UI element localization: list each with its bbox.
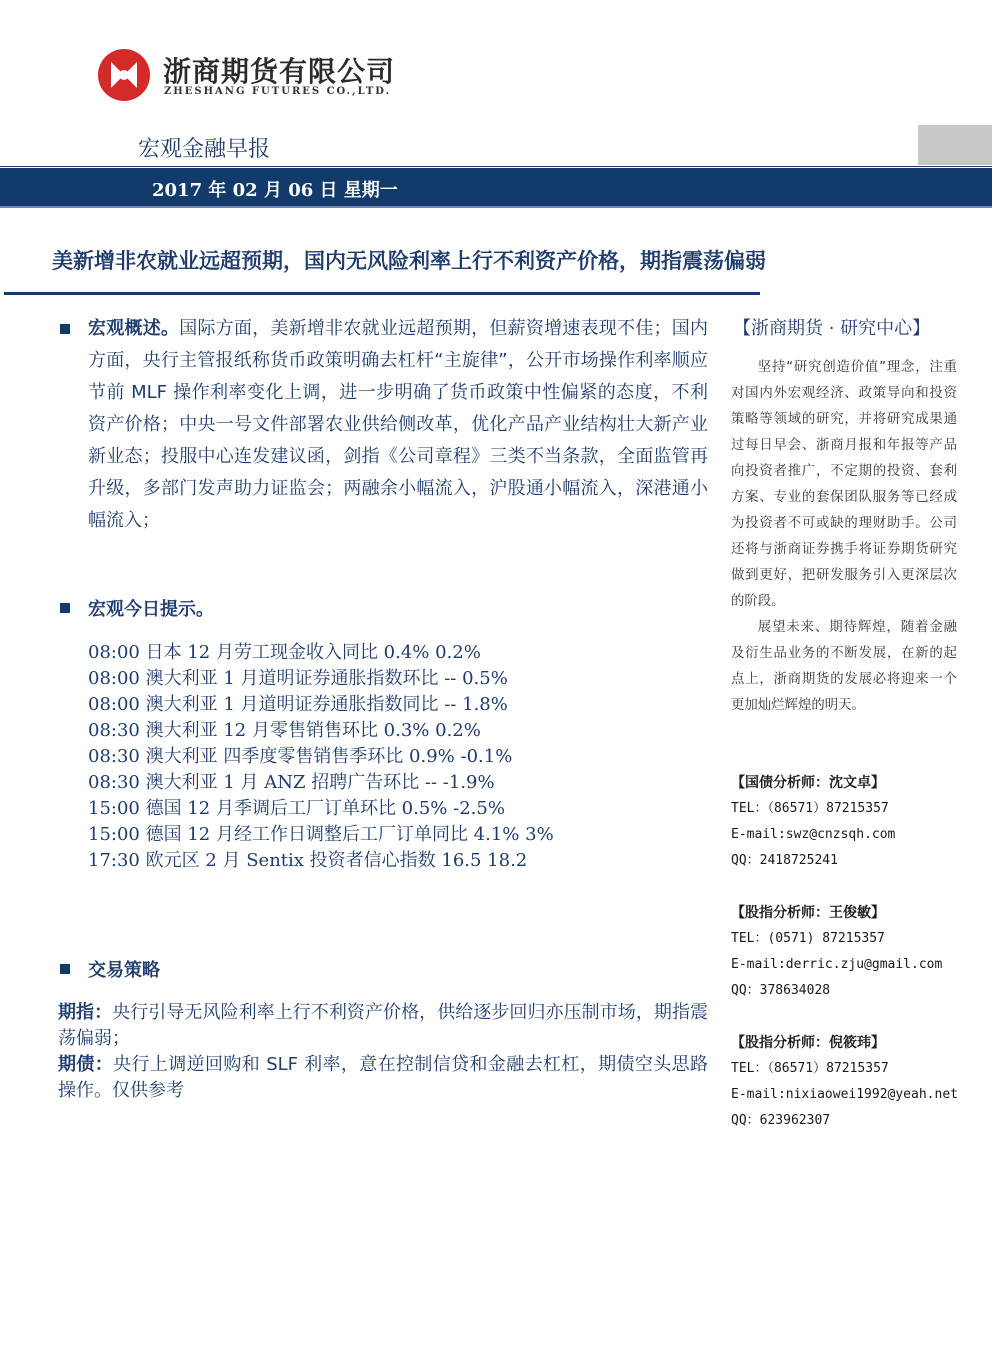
analyst-name: 【股指分析师：王俊敏】	[731, 905, 885, 921]
analyst-qq: QQ：623962307	[731, 1113, 831, 1128]
list-item: 08:00 澳大利亚 1 月道明证券通胀指数环比 -- 0.5%	[88, 668, 508, 689]
strategy-body	[58, 1000, 708, 1104]
analyst-name: 【股指分析师：倪筱玮】	[731, 1035, 885, 1051]
list-item: 08:30 澳大利亚 四季度零售销售季环比 0.9% -0.1%	[88, 746, 513, 767]
analyst-tel: TEL：（86571）87215357	[731, 1061, 889, 1076]
list-item: 15:00 德国 12 月经工作日调整后工厂订单同比 4.1% 3%	[88, 824, 554, 845]
macro-calendar-list	[88, 640, 554, 874]
company-logo-icon	[97, 48, 151, 102]
company-name-en: ZHESHANG FUTURES CO.,LTD.	[164, 86, 392, 97]
analyst-card-index-2	[731, 1030, 971, 1134]
macro-overview-title: 宏观概述。	[88, 318, 180, 339]
bullet-square-icon	[60, 324, 70, 334]
report-date: 2017 年 02 月 06 日 星期一	[152, 180, 398, 201]
analyst-card-bond	[731, 770, 971, 874]
analyst-qq: QQ：2418725241	[731, 853, 838, 868]
list-item: 08:00 澳大利亚 1 月道明证券通胀指数同比 -- 1.8%	[88, 694, 508, 715]
list-item: 17:30 欧元区 2 月 Sentix 投资者信心指数 16.5 18.2	[88, 850, 528, 871]
headline: 美新增非农就业远超预期，国内无风险利率上行不利资产价格，期指震荡偏弱	[52, 249, 766, 273]
sidebar-title: 【浙商期货 · 研究中心】	[733, 318, 931, 339]
headline-rule	[4, 292, 760, 295]
analyst-name: 【国债分析师：沈文卓】	[731, 775, 885, 791]
date-bar-underline	[0, 206, 992, 208]
macro-overview-body: 国际方面，美新增非农就业远超预期，但薪资增速表现不佳；国内方面，央行主管报纸称货币政策明确去杠杆“主旋律”，公开市场操作利率顺应节前 MLF 操作利率变化上调，进一步明确了货币政策中性偏紧的态度，不利资产价格；中央一号文件部署农业供给侧改革，优化产品产业结构壮大新产业新业态；投服中心连发建议函，剑指《公司章程》三类不当条款，全面监管再升级，多部门发声助力证监会；两融余小幅流入，沪股通小幅流入，深港通小幅流入；	[88, 318, 709, 531]
company-name-cn: 浙商期货有限公司	[163, 55, 396, 88]
list-item: 08:30 澳大利亚 1 月 ANZ 招聘广告环比 -- -1.9%	[88, 772, 495, 793]
macro-today-title: 宏观今日提示。	[88, 599, 214, 620]
analyst-email[interactable]: E-mail:derric.zju@gmail.com	[731, 957, 943, 972]
list-item: 15:00 德国 12 月季调后工厂订单环比 0.5% -2.5%	[88, 798, 505, 819]
analyst-email[interactable]: E-mail:swz@cnzsqh.com	[731, 827, 896, 842]
sidebar-intro-paragraph: 展望未来、期待辉煌，随着金融及衍生品业务的不断发展，在新的起点上，浙商期货的发展必将迎来一个更加灿烂辉煌的明天。	[731, 620, 957, 713]
strategy-title: 交易策略	[88, 960, 160, 981]
bullet-square-icon	[60, 603, 70, 613]
analyst-tel: TEL：(0571) 87215357	[731, 931, 885, 946]
list-item: 08:30 澳大利亚 12 月零售销售环比 0.3% 0.2%	[88, 720, 481, 741]
analyst-email[interactable]: E-mail:nixiaowei1992@yeah.net	[731, 1087, 958, 1102]
report-type: 宏观金融早报	[138, 137, 271, 162]
analyst-tel: TEL：（86571）87215357	[731, 801, 889, 816]
analyst-card-index-1	[731, 900, 971, 1004]
sidebar-intro-paragraph: 坚持“研究创造价值”理念，注重对国内外宏观经济、政策导向和投资策略等领域的研究，并将研究成果通过每日早会、浙商月报和年报等产品向投资者推广，不定期的投资、套利方案、专业的套保团队服务等已经成为投资者不可或缺的理财助手。公司还将与浙商证券携手将证券期货研究做到更好，把研发服务引入更深层次的阶段。	[731, 360, 957, 609]
bullet-square-icon	[60, 964, 70, 974]
strategy-item-index-futures: 期指：央行引导无风险利率上行不利资产价格，供给逐步回归亦压制市场，期指震荡偏弱；	[58, 1002, 708, 1049]
analyst-qq: QQ：378634028	[731, 983, 831, 998]
list-item: 08:00 日本 12 月劳工现金收入同比 0.4% 0.2%	[88, 642, 481, 663]
date-bar	[0, 168, 992, 206]
strategy-item-bond-futures: 期债：央行上调逆回购和 SLF 利率，意在控制信贷和金融去杠杠，期债空头思路操作。仅供参考	[58, 1054, 708, 1101]
header-divider	[0, 166, 992, 167]
macro-overview	[88, 313, 708, 537]
header-grey-block	[918, 125, 992, 165]
sidebar-intro	[731, 355, 957, 719]
